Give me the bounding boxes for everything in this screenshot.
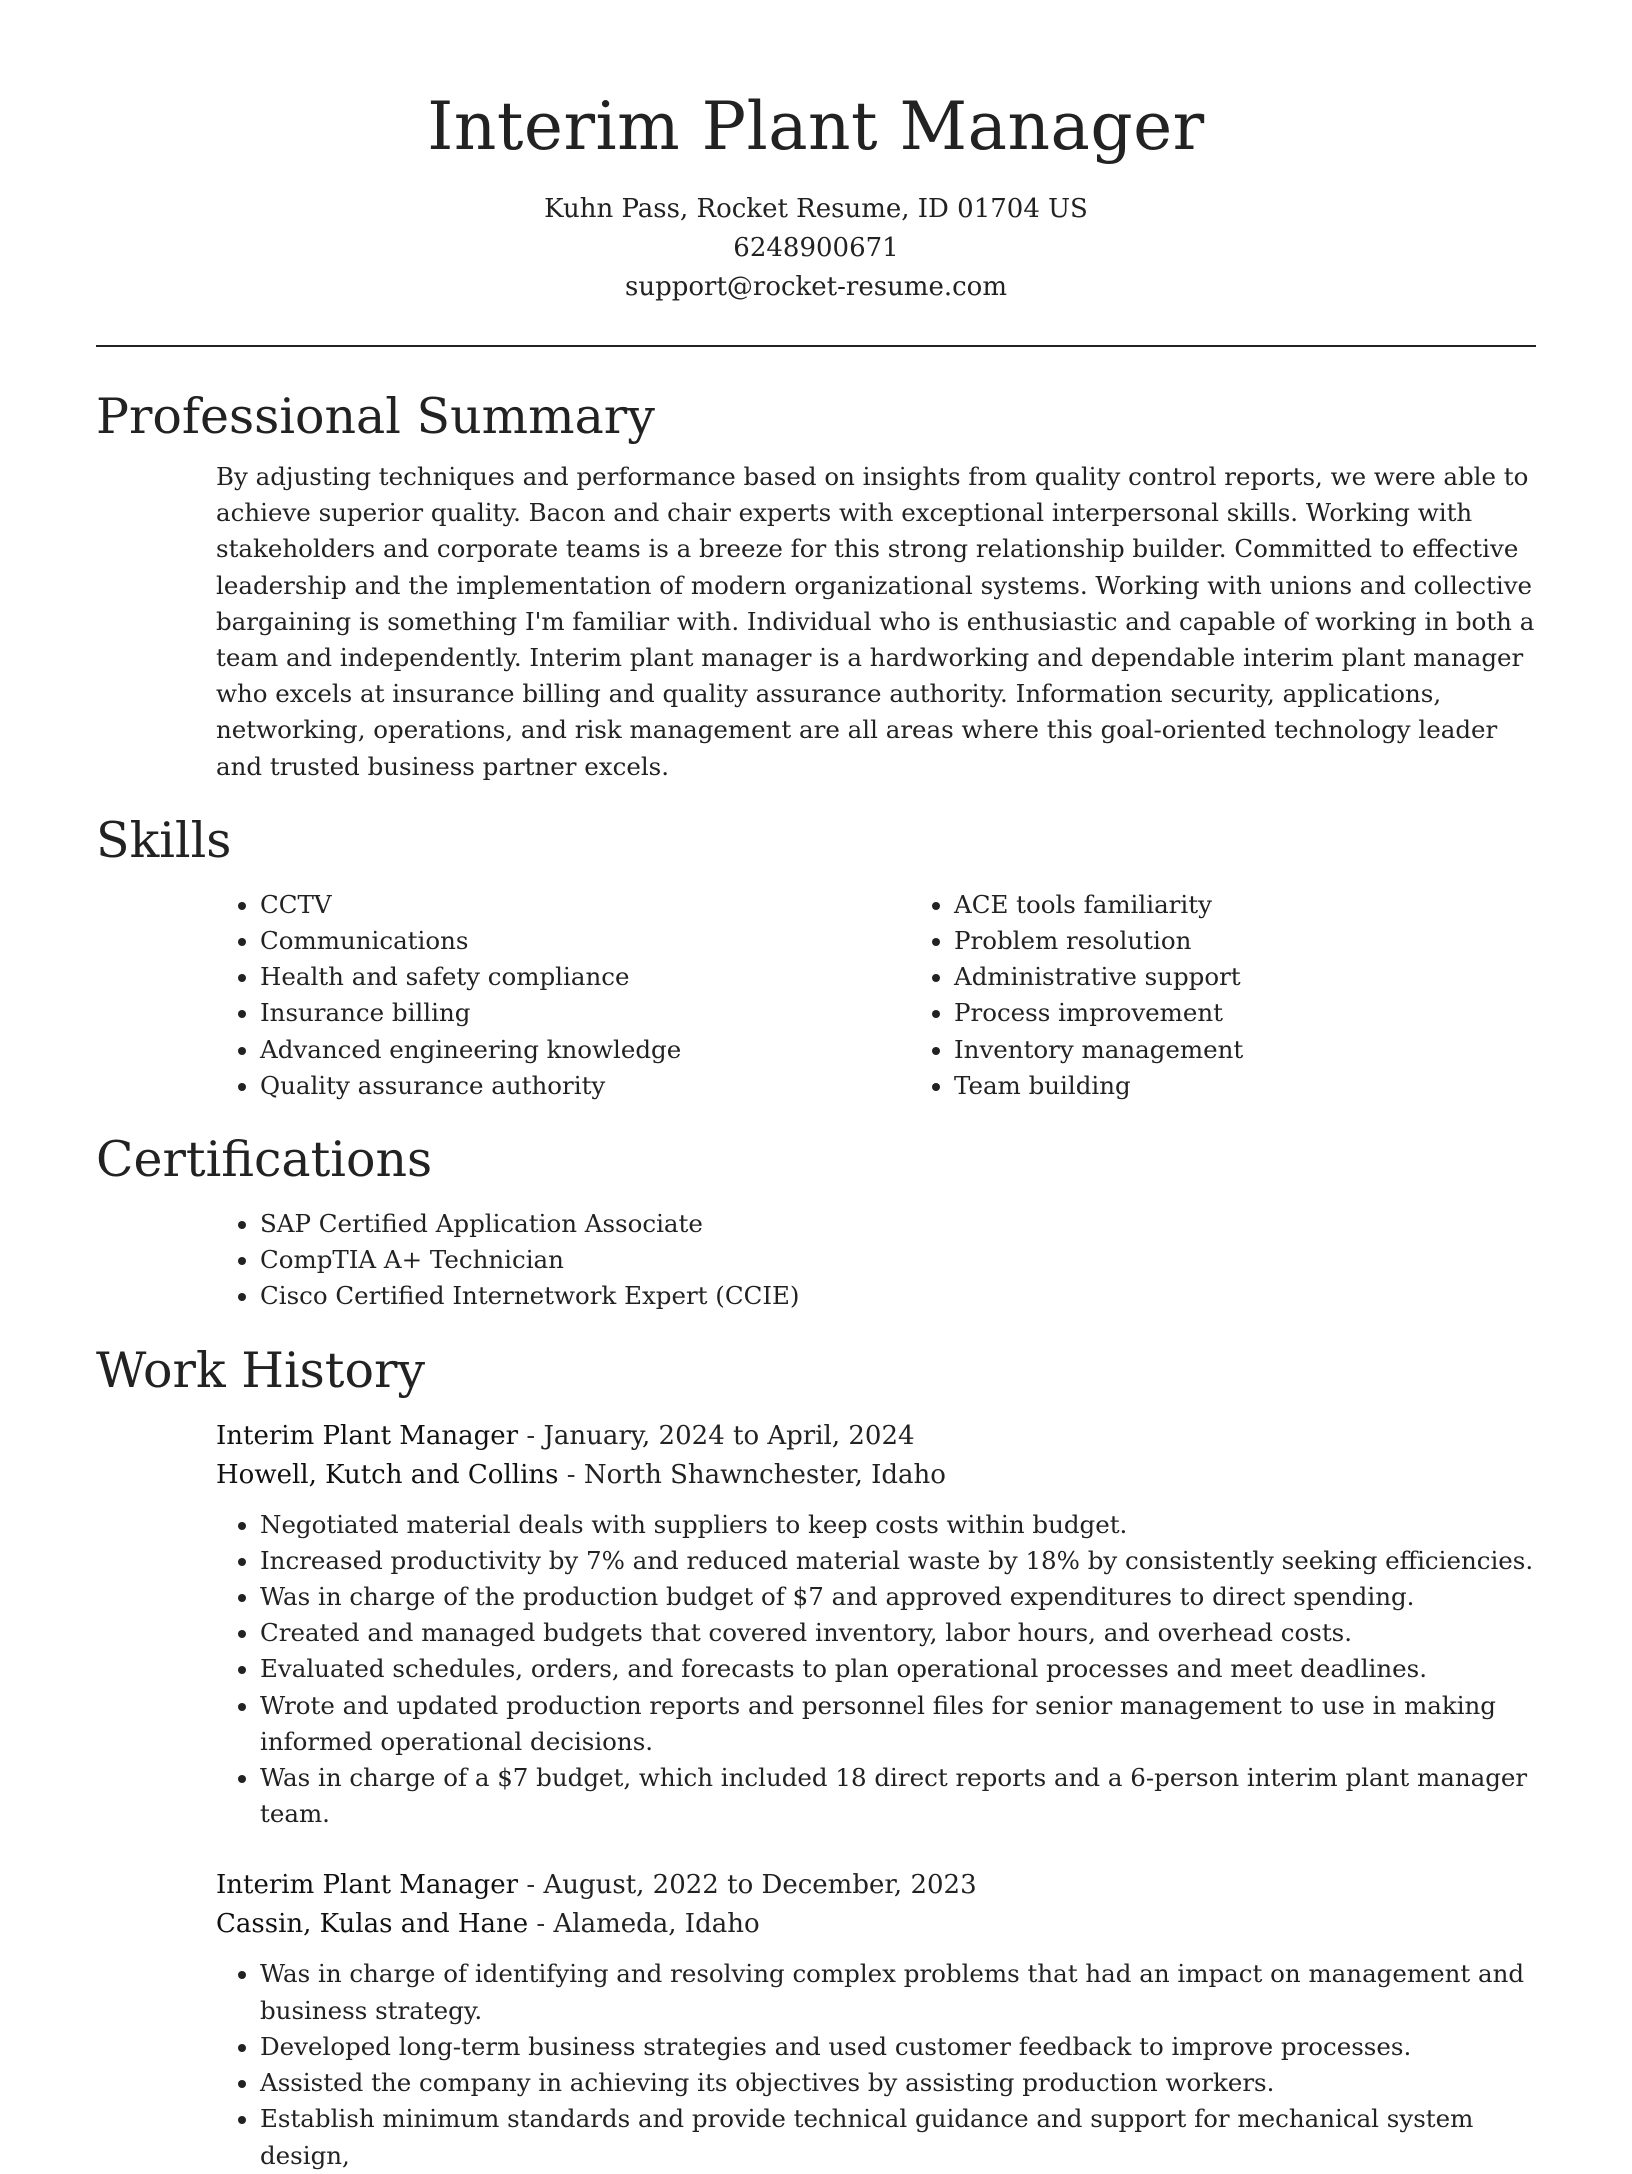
contact-address: Kuhn Pass, Rocket Resume, ID 01704 US	[544, 194, 1088, 224]
job-bullet: • Was in charge of identifying and resolving complex problems that had an impact on management and business strategy.	[260, 1956, 1536, 2028]
skills-list-right	[910, 887, 1604, 1104]
job-bullet: • Establish minimum standards and provide technical guidance and support for mechanical system design,	[260, 2101, 1536, 2173]
skill-item: • Quality assurance authority	[260, 1068, 910, 1104]
job-company-line: Cassin, Kulas and Hane - Alameda, Idaho	[216, 1909, 760, 1940]
skill-item: • Insurance billing	[260, 995, 910, 1031]
job-bullet: • Developed long-term business strategies and used customer feedback to improve processes.	[260, 2029, 1536, 2065]
skills-section	[96, 809, 1536, 1104]
job-bullet: • Negotiated material deals with suppliers to keep costs within budget.	[260, 1507, 1536, 1543]
job-location: North Shawnchester, Idaho	[583, 1459, 946, 1490]
job-title-line: Interim Plant Manager - January, 2024 to April, 2024	[216, 1420, 915, 1451]
summary-title: Professional Summary	[96, 388, 655, 445]
skill-item: • CCTV	[260, 887, 910, 923]
summary-text: By adjusting techniques and performance based on insights from quality control reports, we were able to achieve superior quality. Bacon and chair experts with exceptional interpersonal skills. Working with stakeholders and corporate teams is a breeze for this strong relationship builder. Committed to effective leadership and the implementation of modern organizational systems. Working with unions and collective bargaining is something I'm familiar with. Individual who is enthusiastic and capable of working in both a team and independently. Interim plant manager is a hardworking and dependable interim plant manager who excels at insurance billing and quality assurance authority. Information security, applications, networking, operations, and risk management are all areas where this goal-oriented technology leader and trusted business partner excels.	[216, 462, 1535, 781]
job-dates: August, 2022 to December, 2023	[543, 1870, 977, 1901]
contact-email: support@rocket-resume.com	[624, 272, 1007, 302]
job-bullet: • Was in charge of a $7 budget, which included 18 direct reports and a 6-person interim plant manager team.	[260, 1760, 1536, 1832]
certifications-list	[216, 1206, 1536, 1315]
contact-info	[96, 190, 1536, 307]
skill-item: • Problem resolution	[954, 923, 1604, 959]
job-company: Howell, Kutch and Collins	[216, 1459, 559, 1490]
job-bullets	[216, 1956, 1536, 2173]
skill-item: • ACE tools familiarity	[954, 887, 1604, 923]
contact-phone: 6248900671	[733, 233, 899, 263]
job-bullet: • Was in charge of the production budget of $7 and approved expenditures to direct spending.	[260, 1579, 1536, 1615]
job-bullet: • Created and managed budgets that covered inventory, labor hours, and overhead costs.	[260, 1615, 1536, 1651]
job-company: Cassin, Kulas and Hane	[216, 1909, 529, 1940]
certifications-title: Certifications	[96, 1131, 433, 1189]
resume-header	[96, 0, 1536, 307]
job-role: Interim Plant Manager	[216, 1870, 519, 1901]
skill-item: • Team building	[954, 1068, 1604, 1104]
summary-section	[96, 385, 1536, 785]
skill-item: • Communications	[260, 923, 910, 959]
work-history-section	[96, 1339, 1536, 2174]
skill-item: • Process improvement	[954, 995, 1604, 1031]
certification-item: • CompTIA A+ Technician	[260, 1242, 1536, 1278]
certifications-section	[96, 1128, 1536, 1315]
certification-item: • SAP Certified Application Associate	[260, 1206, 1536, 1242]
skill-item: • Advanced engineering knowledge	[260, 1032, 910, 1068]
job-company-line: Howell, Kutch and Collins - North Shawnchester, Idaho	[216, 1459, 946, 1490]
job-entry	[216, 1866, 1536, 2173]
skills-columns	[216, 887, 1536, 1104]
skill-item: • Administrative support	[954, 959, 1604, 995]
skill-item: • Health and safety compliance	[260, 959, 910, 995]
skill-item: • Inventory management	[954, 1032, 1604, 1068]
job-entry	[216, 1417, 1536, 1833]
job-bullet: • Evaluated schedules, orders, and forecasts to plan operational processes and meet deadlines.	[260, 1651, 1536, 1687]
skills-title: Skills	[96, 811, 232, 869]
job-bullets	[216, 1507, 1536, 1833]
header-divider	[96, 345, 1536, 347]
job-location: Alameda, Idaho	[553, 1909, 760, 1940]
job-bullet: • Assisted the company in achieving its objectives by assisting production workers.	[260, 2065, 1536, 2101]
certification-item: • Cisco Certified Internetwork Expert (CCIE)	[260, 1278, 1536, 1314]
page-title: Interim Plant Manager	[427, 88, 1205, 165]
job-role: Interim Plant Manager	[216, 1420, 519, 1451]
job-bullet: • Increased productivity by 7% and reduced material waste by 18% by consistently seeking efficiencies.	[260, 1543, 1536, 1579]
job-dates: January, 2024 to April, 2024	[543, 1420, 915, 1451]
job-title-line: Interim Plant Manager - August, 2022 to December, 2023	[216, 1870, 977, 1901]
work-history-title: Work History	[96, 1341, 426, 1399]
skills-list-left	[216, 887, 910, 1104]
job-bullet: • Wrote and updated production reports and personnel files for senior management to use in making informed operational decisions.	[260, 1688, 1536, 1760]
